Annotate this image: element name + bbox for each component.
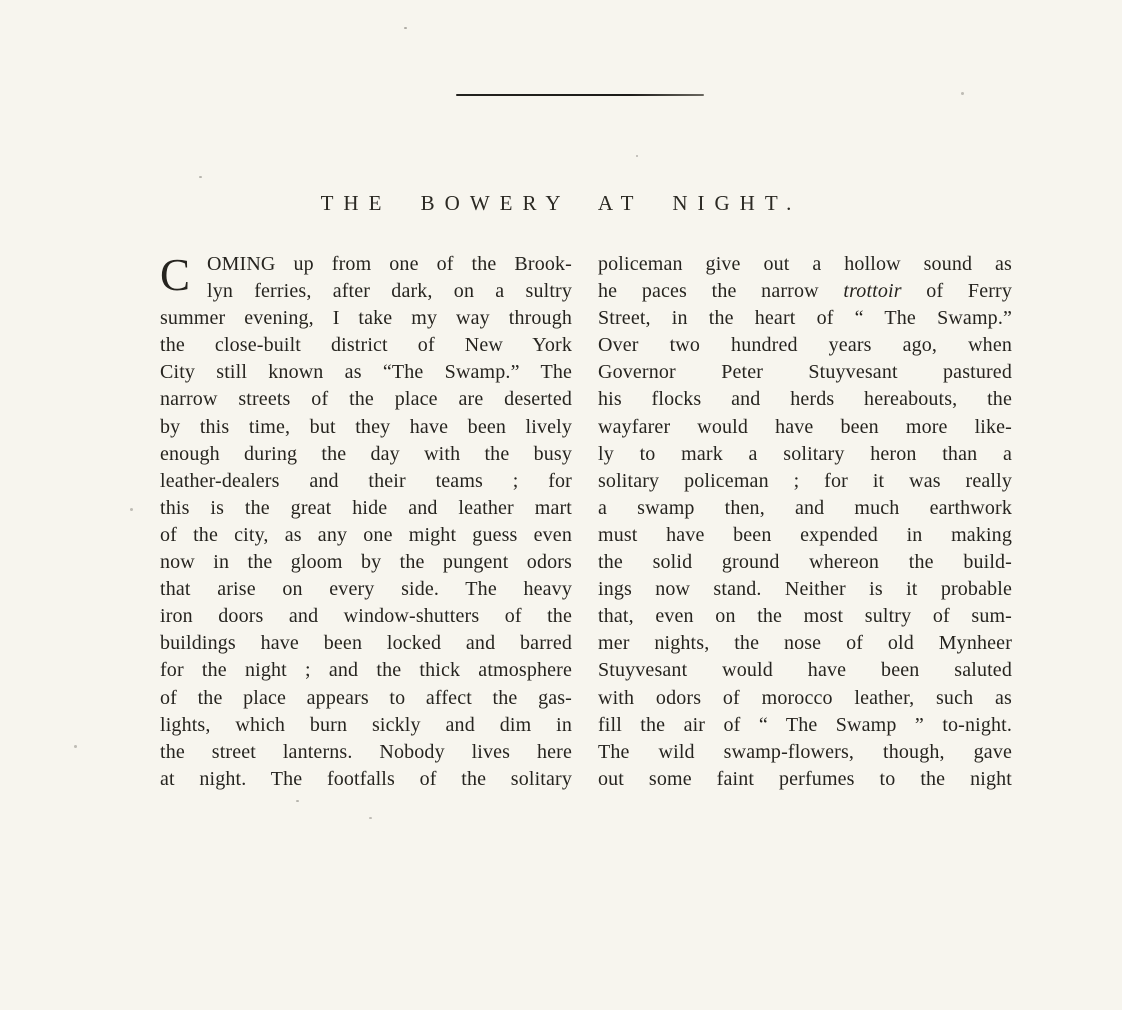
- text-line: lyn ferries, after dark, on a sultry: [207, 280, 572, 303]
- text-line: at night. The footfalls of the solitary: [160, 767, 572, 790]
- text-line: that arise on every side. The heavy: [160, 578, 572, 601]
- text-line: lights, which burn sickly and dim in: [160, 713, 572, 736]
- text-line: the solid ground whereon the build-: [598, 551, 1012, 574]
- text-line: ly to mark a solitary heron than a: [598, 442, 1012, 465]
- text-line: Street, in the heart of “ The Swamp.”: [598, 307, 1012, 330]
- text-line: Stuyvesant would have been saluted: [598, 659, 1012, 682]
- scan-speck: [961, 92, 964, 95]
- scan-speck: [404, 27, 407, 29]
- text-line: City still known as “The Swamp.” The: [160, 361, 572, 384]
- text-line: his flocks and herds hereabouts, the: [598, 388, 1012, 411]
- text-line: fill the air of “ The Swamp ” to-night.: [598, 713, 1012, 736]
- text-line: the close-built district of New York: [160, 334, 572, 357]
- text-line: this is the great hide and leather mart: [160, 496, 572, 519]
- text-line: by this time, but they have been lively: [160, 415, 572, 438]
- left-column: [160, 251, 572, 793]
- text-line: policeman give out a hollow sound as: [598, 253, 1012, 275]
- text-line: Governor Peter Stuyvesant pastured: [598, 361, 1012, 384]
- text-line: of the city, as any one might guess even: [160, 523, 572, 546]
- text-line: ings now stand. Neither is it probable: [598, 578, 1012, 601]
- text-line: summer evening, I take my way through: [160, 307, 572, 330]
- italic-word: trottoir: [843, 280, 902, 303]
- scan-speck: [130, 508, 133, 511]
- text-line: for the night ; and the thick atmosphere: [160, 659, 572, 682]
- text-line: narrow streets of the place are deserted: [160, 388, 572, 411]
- text-line: Over two hundred years ago, when: [598, 334, 1012, 357]
- right-column: [598, 251, 1012, 793]
- scan-speck: [296, 800, 299, 802]
- text-line: enough during the day with the busy: [160, 442, 572, 465]
- scan-speck: [74, 745, 77, 748]
- scan-speck: [199, 176, 202, 178]
- section-divider-rule: [456, 94, 704, 96]
- page-title: THE BOWERY AT NIGHT.: [320, 191, 802, 215]
- text-line: leather-dealers and their teams ; for: [160, 469, 572, 492]
- text-line: solitary policeman ; for it was really: [598, 469, 1012, 492]
- text-line: of the place appears to affect the gas-: [160, 686, 572, 709]
- text-line: iron doors and window-shutters of the: [160, 605, 572, 628]
- scan-speck: [369, 817, 372, 819]
- text-line: mer nights, the nose of old Mynheer: [598, 632, 1012, 655]
- scan-speck: [636, 155, 638, 157]
- text-line: a swamp then, and much earthwork: [598, 496, 1012, 519]
- drop-cap: C: [160, 250, 191, 300]
- text-line: The wild swamp-flowers, though, gave: [598, 740, 1012, 763]
- text-line: that, even on the most sultry of sum-: [598, 605, 1012, 628]
- text-line: out some faint perfumes to the night: [598, 767, 1012, 790]
- text-line: with odors of morocco leather, such as: [598, 686, 1012, 709]
- text-line: now in the gloom by the pungent odors: [160, 551, 572, 574]
- text-line: he paces the narrow trottoir of Ferry: [598, 280, 1012, 303]
- text-line: the street lanterns. Nobody lives here: [160, 740, 572, 763]
- text-line: must have been expended in making: [598, 523, 1012, 546]
- text-line: buildings have been locked and barred: [160, 632, 572, 655]
- text-line: OMING up from one of the Brook-: [207, 253, 572, 275]
- text-line: wayfarer would have been more like-: [598, 415, 1012, 438]
